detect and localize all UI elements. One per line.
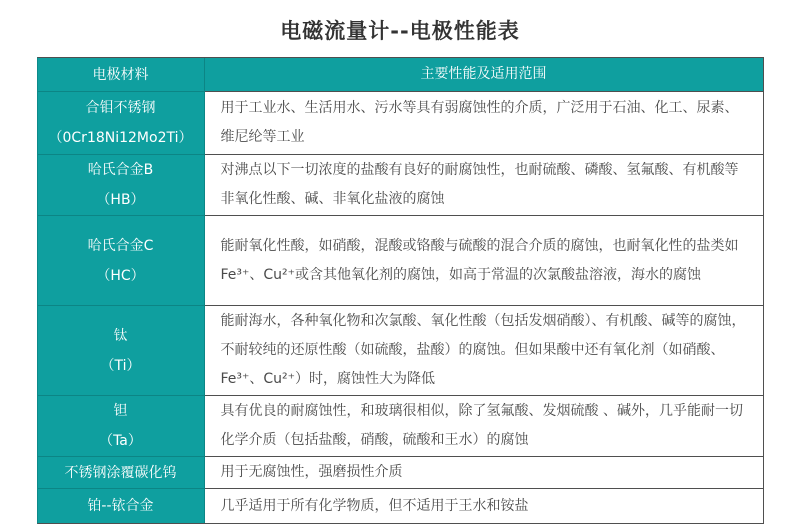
performance-text: 对沸点以下一切浓度的盐酸有良好的耐腐蚀性，也耐硫酸、磷酸、氢氟酸、有机酸等非氧化性酸、碱、非氧化盐液的腐蚀	[220, 162, 739, 207]
performance-text: 用于工业水、生活用水、污水等具有弱腐蚀性的介质，广泛用于石油、化工、尿素、维尼纶等工业	[220, 100, 739, 145]
performance-text: 具有优良的耐腐蚀性，和玻璃很相似，除了氢氟酸、发烟硫酸 、碱外，几乎能耐一切化学介质（包括盐酸，硝酸，硫酸和王水）的腐蚀	[220, 403, 743, 448]
performance-text: 几乎适用于所有化学物质，但不适用于王水和铵盐	[220, 497, 529, 514]
performance-cell	[205, 155, 763, 216]
material-line: （HB）	[96, 192, 145, 208]
material-cell	[38, 216, 205, 306]
table-row	[38, 306, 763, 396]
performance-cell	[205, 489, 763, 523]
table-row	[38, 396, 763, 457]
material-line: 钽	[113, 403, 128, 419]
performance-text: 能耐氧化性酸，如硝酸，混酸或铬酸与硫酸的混合介质的腐蚀，也耐氧化性的盐类如Fe³⁺、Cu²⁺或含其他氧化剂的腐蚀，如高于常温的次氯酸盐溶液，海水的腐蚀	[220, 237, 739, 283]
table-row	[38, 92, 763, 155]
material-line: 哈氏合金B	[87, 162, 154, 178]
performance-text: 能耐海水，各种氧化物和次氯酸、氧化性酸（包括发烟硝酸）、有机酸、碱等的腐蚀，不耐较纯的还原性酸（如硫酸，盐酸）的腐蚀。但如果酸中还有氧化剂（如硝酸、Fe³⁺、Cu²⁺）时，腐蚀性大为降低	[220, 313, 746, 387]
material-cell	[38, 92, 205, 155]
page-title: 电磁流量计--电极性能表	[280, 19, 520, 43]
table-header-row	[38, 58, 763, 92]
performance-cell	[205, 396, 763, 457]
material-line: 合钼不锈钢	[85, 100, 156, 116]
column-header-material: 电极材料	[38, 58, 205, 92]
column-header-performance	[205, 58, 763, 92]
material-line: （0Cr18Ni12Mo2Ti）	[48, 130, 193, 146]
material-cell	[38, 396, 205, 457]
material-cell	[38, 306, 205, 396]
column-header-performance-label: 主要性能及适用范围	[420, 66, 547, 82]
performance-text: 用于无腐蚀性，强磨损性介质	[220, 464, 403, 480]
table-row	[38, 155, 763, 216]
performance-cell	[205, 306, 763, 396]
performance-cell	[205, 216, 763, 306]
material-line: （HC）	[96, 267, 145, 284]
material-line: （Ti）	[100, 357, 141, 374]
performance-cell	[205, 457, 763, 489]
material-cell	[38, 489, 205, 523]
table-row	[38, 457, 763, 489]
material-line: 不锈钢涂覆碳化钨	[64, 464, 177, 481]
table-row	[38, 489, 763, 523]
performance-cell	[205, 92, 763, 155]
material-line: 钛	[113, 327, 128, 344]
material-line: （Ta）	[99, 433, 142, 449]
material-line: 铂--铱合金	[87, 498, 154, 514]
material-line: 哈氏合金C	[87, 237, 154, 254]
electrode-performance-table	[37, 57, 764, 524]
material-cell	[38, 155, 205, 216]
table-row	[38, 216, 763, 306]
material-cell	[38, 457, 205, 489]
